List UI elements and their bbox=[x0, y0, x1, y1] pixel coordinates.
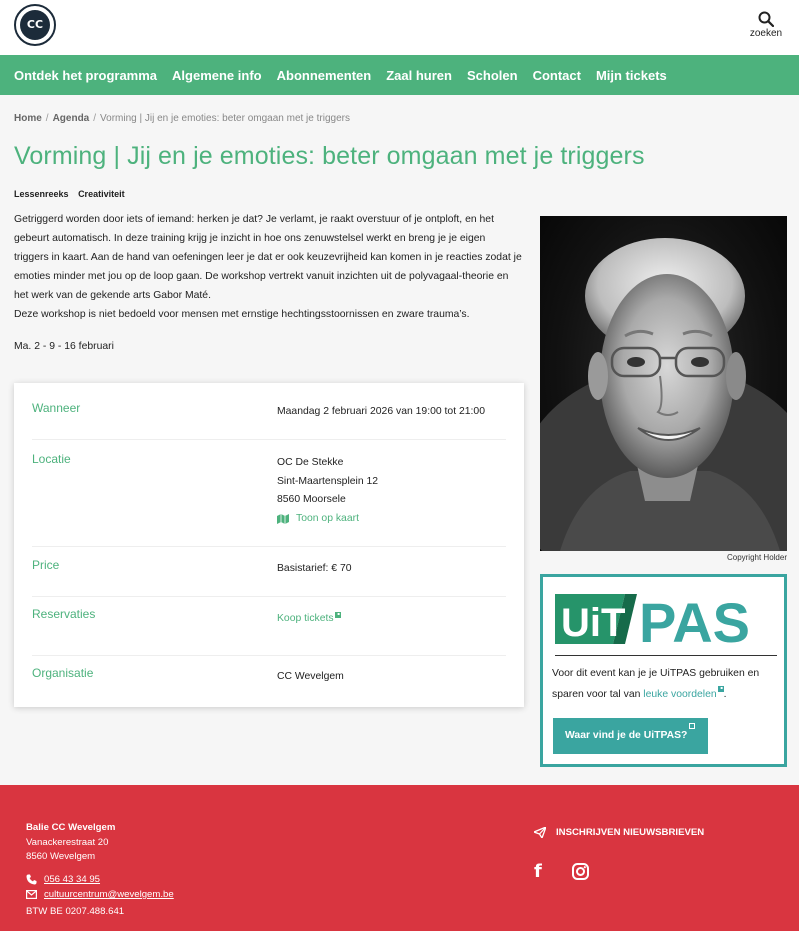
location-name: OC De Stekke bbox=[277, 457, 344, 468]
show-on-map-label: Toon op kaart bbox=[296, 512, 359, 524]
map-icon bbox=[277, 514, 289, 524]
organisation-value: CC Wevelgem bbox=[277, 671, 344, 682]
uitpas-where-button[interactable] bbox=[553, 718, 708, 754]
footer-name: Balie CC Wevelgem bbox=[26, 822, 116, 833]
nav-item-programma[interactable]: Ontdek het programma bbox=[14, 67, 158, 83]
breadcrumb-agenda[interactable]: Agenda bbox=[52, 113, 90, 124]
page-title: Vorming | Jij en je emoties: beter omgaan met je triggers bbox=[14, 142, 645, 170]
event-tags bbox=[14, 189, 132, 199]
uitpas-text bbox=[552, 663, 780, 705]
newsletter-link[interactable] bbox=[534, 827, 704, 838]
breadcrumb: Home / Agenda / Vorming | Jij en je emoties: beter omgaan met je triggers bbox=[14, 113, 350, 124]
facebook-icon[interactable]: f bbox=[534, 861, 542, 882]
footer-street: Vanackerestraat 20 bbox=[26, 837, 109, 848]
uitpas-box bbox=[540, 574, 787, 767]
nav-item-abonnementen[interactable]: Abonnementen bbox=[276, 67, 372, 83]
search-icon bbox=[758, 11, 774, 27]
nav-item-contact[interactable]: Contact bbox=[532, 67, 581, 83]
paper-plane-icon bbox=[534, 827, 546, 838]
cc-logo[interactable] bbox=[14, 4, 56, 46]
footer-email[interactable] bbox=[26, 889, 174, 900]
footer-email-address[interactable]: cultuurcentrum@wevelgem.be bbox=[44, 889, 174, 900]
description-line: het werk van de gekende arts Gabor Maté. bbox=[14, 290, 211, 301]
footer-phone[interactable] bbox=[26, 874, 100, 885]
location-value bbox=[277, 454, 378, 531]
uitpas-text-before: Voor dit event kan je je UiTPAS gebruiken en sparen voor tal van bbox=[552, 668, 760, 700]
breadcrumb-home[interactable]: Home bbox=[14, 113, 42, 124]
event-info-card bbox=[14, 383, 524, 707]
footer-vat: BTW BE 0207.488.641 bbox=[26, 906, 125, 917]
info-row-price bbox=[32, 558, 506, 597]
reservations-value bbox=[277, 610, 341, 629]
nav-item-mijn-tickets[interactable]: Mijn tickets bbox=[595, 67, 667, 83]
event-description bbox=[14, 210, 526, 324]
price-label: Price bbox=[32, 558, 60, 572]
nav-item-scholen[interactable]: Scholen bbox=[466, 67, 518, 83]
when-value: Maandag 2 februari 2026 van 19:00 tot 21:00 bbox=[277, 406, 485, 417]
search-button[interactable] bbox=[749, 11, 783, 39]
uitpas-voordelen-link[interactable]: leuke voordelen bbox=[643, 689, 717, 700]
show-on-map-link[interactable] bbox=[277, 510, 359, 529]
location-street: Sint-Maartensplein 12 bbox=[277, 475, 379, 487]
uitpas-logo-left: UiT bbox=[561, 601, 626, 645]
footer-city: 8560 Wevelgem bbox=[26, 851, 96, 862]
info-row-location bbox=[32, 452, 506, 547]
info-row-organisation bbox=[32, 666, 506, 696]
envelope-icon bbox=[26, 890, 37, 899]
price-value: Basistarief: € 70 bbox=[277, 563, 352, 574]
uitpas-logo bbox=[555, 590, 777, 648]
uitpas-logo-right: PAS bbox=[639, 591, 750, 648]
nav-item-zaal-huren[interactable]: Zaal huren bbox=[386, 67, 452, 83]
event-dates: Ma. 2 - 9 - 16 februari bbox=[14, 341, 114, 352]
nav-item-algemene-info[interactable]: Algemene info bbox=[172, 67, 262, 83]
description-line: Deze workshop is niet bedoeld voor mensen met ernstige hechtingsstoornissen en zware trauma’s. bbox=[14, 309, 470, 320]
portrait-illustration bbox=[540, 216, 787, 551]
cc-logo-text: CC bbox=[20, 10, 50, 40]
external-link-icon bbox=[335, 612, 341, 618]
event-photo bbox=[540, 216, 787, 551]
external-link-icon bbox=[718, 686, 724, 692]
uitpas-button-label: Waar vind je de UiTPAS? bbox=[565, 730, 688, 741]
location-label: Locatie bbox=[32, 452, 71, 466]
newsletter-label: INSCHRIJVEN NIEUWSBRIEVEN bbox=[556, 827, 705, 838]
phone-icon bbox=[26, 874, 37, 885]
uitpas-divider bbox=[555, 655, 777, 656]
social-links bbox=[534, 861, 589, 882]
main-nav bbox=[0, 55, 799, 95]
external-link-icon bbox=[689, 723, 695, 729]
buy-tickets-link[interactable]: Koop tickets bbox=[277, 613, 334, 624]
uitpas-text-after: . bbox=[723, 689, 727, 700]
tag-creativiteit[interactable]: Creativiteit bbox=[78, 189, 125, 199]
description-line: gebeurt automatisch. In deze training krijg je inzicht in hoe ons zenuwstelsel werkt en breng je je eigen bbox=[14, 233, 486, 244]
location-city: 8560 Moorsele bbox=[277, 494, 346, 505]
breadcrumb-current: Vorming | Jij en je emoties: beter omgaan met je triggers bbox=[100, 113, 350, 124]
description-line: emoties minder met jou op de loop gaan. De workshop vertrekt vanuit inzichten uit de polyvagaal-theorie en bbox=[14, 271, 509, 282]
search-label: zoeken bbox=[749, 28, 783, 39]
description-line: Getriggerd worden door iets of iemand: herken je dat? Je verlamt, je raakt overstuur of je ontploft, en het bbox=[14, 214, 494, 225]
photo-copyright: Copyright Holder bbox=[726, 553, 787, 562]
tag-lessenreeks[interactable]: Lessenreeks bbox=[14, 189, 69, 199]
info-row-when bbox=[32, 401, 506, 440]
info-row-reservations bbox=[32, 607, 506, 656]
organisation-label: Organisatie bbox=[32, 666, 94, 680]
description-line: triggers in kaart. Aan de hand van oefeningen leer je dat er ook keuzevrijheid kan komen in je reacties zodat je bbox=[14, 252, 522, 263]
top-bar bbox=[0, 0, 799, 55]
instagram-icon[interactable] bbox=[572, 863, 589, 880]
reservations-label: Reservaties bbox=[32, 607, 96, 621]
when-label: Wanneer bbox=[32, 401, 81, 415]
footer bbox=[0, 785, 799, 931]
footer-phone-number[interactable]: 056 43 34 95 bbox=[44, 874, 101, 885]
